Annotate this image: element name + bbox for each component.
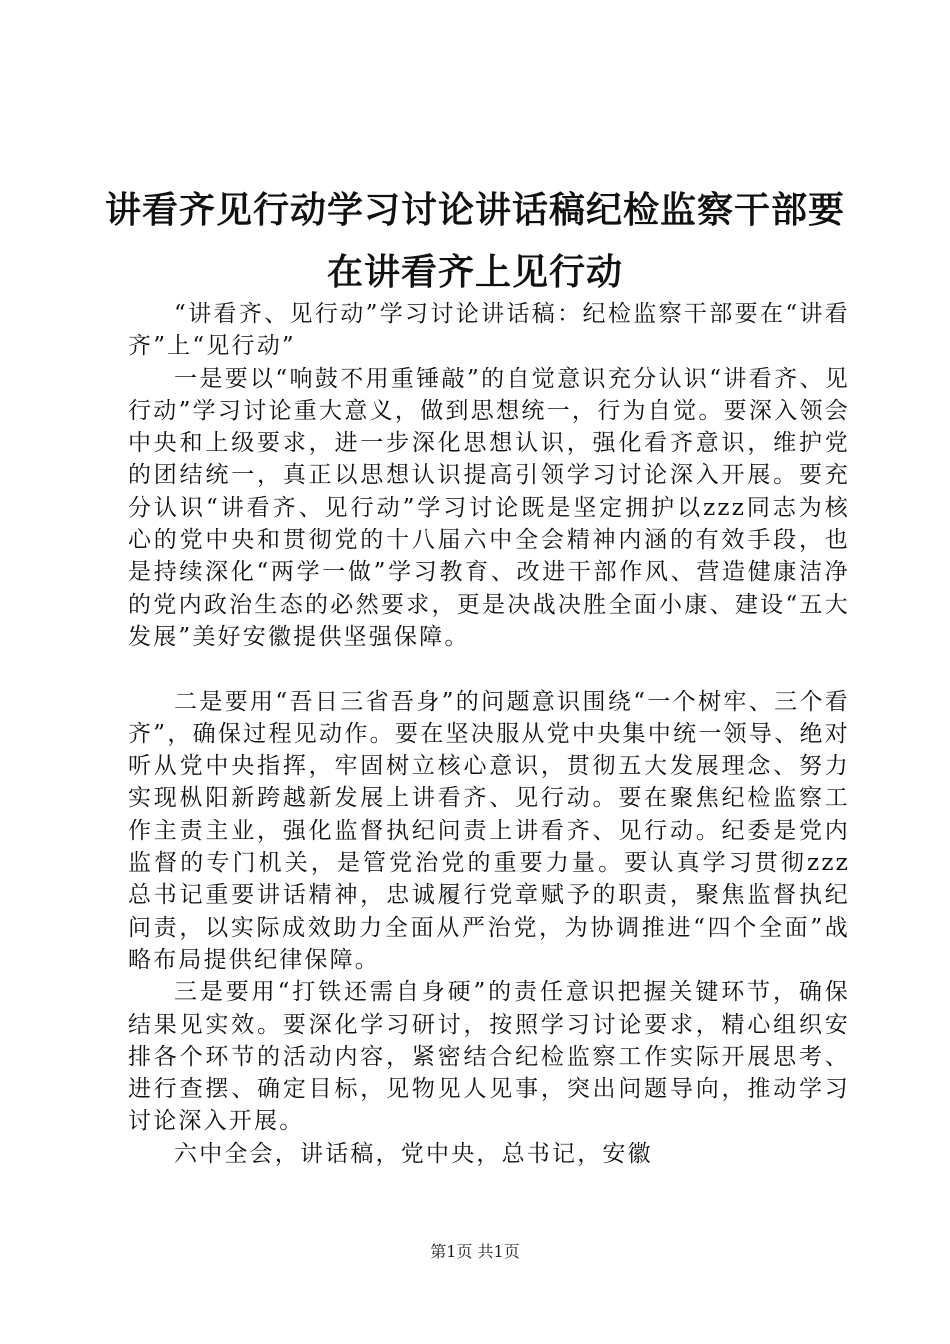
paragraph-three: 三是要用“打铁还需自身硬”的责任意识把握关键环节，确保结果见实效。要深化学习研讨，按照学习讨论要求，精心组织安排各个环节的活动内容，紧密结合纪检监察工作实际开展思考、进行查摆、确定目标，见物见人见事，突出问题导向，推动学习讨论深入开展。	[128, 979, 850, 1135]
intro-paragraph: “讲看齐、见行动”学习讨论讲话稿：纪检监察干部要在“讲看齐”上“见行动”	[128, 301, 850, 360]
paragraph-spacer	[128, 653, 850, 685]
paragraph-two: 二是要用“吾日三省吾身”的问题意识围绕“一个树牢、三个看齐”，确保过程见动作。要在坚决服从党中央集中统一领导、绝对听从党中央指挥，牢固树立核心意识，贯彻五大发展理念、努力实现枞阳新跨越新发展上讲看齐、见行动。要在聚焦纪检监察工作主责主业，强化监督执纪问责上讲看齐、见行动。纪委是党内监督的专门机关，是管党治党的重要力量。要认真学习贯彻zzz总书记重要讲话精神，忠诚履行党章赋予的职责，聚焦监督执纪问责，以实际成效助力全面从严治党，为协调推进“四个全面”战略布局提供纪律保障。	[128, 688, 850, 973]
paragraph-one: 一是要以“响鼓不用重锤敲”的自觉意识充分认识“讲看齐、见行动”学习讨论重大意义，做到思想统一，行为自觉。要深入领会中央和上级要求，进一步深化思想认识，强化看齐意识，维护党的团结统一，真正以思想认识提高引领学习讨论深入开展。要充分认识“讲看齐、见行动”学习讨论既是坚定拥护以zzz同志为核心的党中央和贯彻党的十八届六中全会精神内涵的有效手段，也是持续深化“两学一做”学习教育、改进干部作风、营造健康洁净的党内政治生态的必然要求，更是决战决胜全面小康、建设“五大发展”美好安徽提供坚强保障。	[128, 365, 850, 650]
page-footer: 第1页 共1页	[430, 1242, 520, 1261]
document-title-line-1: 讲看齐见行动学习讨论讲话稿纪检监察干部要	[104, 190, 845, 231]
keywords-line: 六中全会，讲话稿，党中央，总书记，安徽	[174, 1140, 653, 1167]
document-body	[128, 298, 850, 1170]
document-title	[100, 180, 850, 304]
document-title-line-2: 在讲看齐上见行动	[326, 252, 623, 293]
